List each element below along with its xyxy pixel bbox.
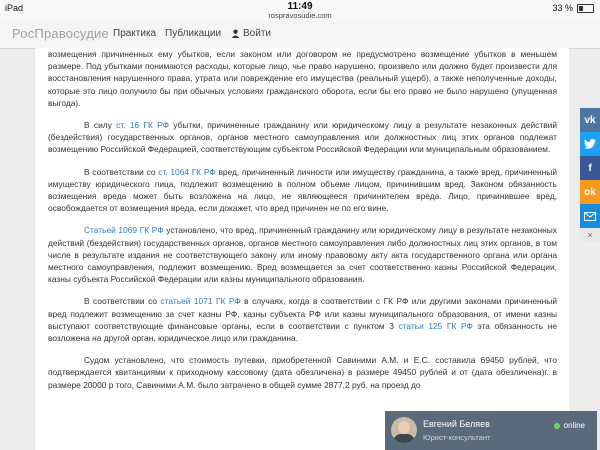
- social-share-bar: [580, 108, 600, 242]
- article-body: [35, 48, 569, 391]
- address-bar[interactable]: rospravosudie.com: [268, 11, 332, 20]
- twitter-share-button[interactable]: [580, 132, 600, 156]
- battery-area: [552, 3, 594, 13]
- odnoklassniki-icon: ok: [584, 186, 596, 198]
- clock: 11:49: [287, 1, 313, 12]
- paragraph-2: В силу ст. 16 ГК РФ убытки, причиненные гражданину или юридическому лицу в результате незаконных действий (бездействия) государственных органов, органов местного самоуправления или должностных лиц этих органов подлежат возмещению Российской Федерацией, соответствующим субъектом Российской Федерации или муниципальным образованием.: [48, 120, 557, 155]
- online-status: [554, 421, 585, 430]
- consultant-name: Евгений Беляев: [423, 419, 490, 429]
- paragraph-6: Судом установлено, что стоимость путевки, приобретенной Савиними А.М. и Е.С. составила 69450 рублей, что подтверждается квитанциями к приходному кассовому (дата обезличена) в размере 49450 рублей и от (дата обезличена)г. в размере 20000 р того, Савиними А.М. было затрачено в общей сумме 2877,2 руб. на проезд до: [48, 355, 557, 390]
- link-art-1069[interactable]: Статьей 1069 ГК РФ: [84, 225, 164, 236]
- nav-login[interactable]: [231, 28, 271, 39]
- article-container: [35, 48, 569, 450]
- facebook-icon: f: [588, 162, 592, 174]
- consultant-role: Юрист-консультант: [423, 433, 491, 442]
- vk-share-button[interactable]: [580, 108, 600, 132]
- site-navbar: [0, 20, 600, 49]
- device-label: iPad: [5, 3, 24, 13]
- paragraph-5: В соответствии со статьей 1071 ГК РФ в случаях, когда в соответствии с ГК РФ или другими законами причиненный вред подлежит возмещению за счет казны РФ, казны субъекта РФ или казны муниципального образования, от имени казны выступают соответствующие финансовые органы, если в соответствии с пунктом 3 статьи 125 ГК РФ эта обязанность не возложена на другой орган, юридическое лицо или гражданина.: [48, 296, 557, 344]
- paragraph-1: возмещения причиненных ему убытков, если законом или договором не предусмотрено возмещение убытков в меньшем размере. Под убытками понимаются расходы, которые лицо, чье право нарушено, произвело или должно будет произвести для восстановления нарушенного права, утрата или повреждение его имущества (реальный ущерб), а также неполученные доходы, которые это лицо получило бы при обычных условиях гражданского оборота, если бы его право не было нарушено (упущенная выгода).: [48, 49, 557, 108]
- nav-publications[interactable]: Публикации: [165, 28, 222, 39]
- user-icon: [231, 29, 240, 38]
- email-share-button[interactable]: [580, 204, 600, 228]
- site-logo[interactable]: РосПравосудие: [12, 26, 109, 41]
- online-status-label: online: [563, 421, 585, 430]
- close-icon: ×: [587, 230, 593, 240]
- envelope-icon: [584, 212, 596, 221]
- facebook-share-button[interactable]: [580, 156, 600, 180]
- nav-practice[interactable]: Практика: [113, 28, 157, 39]
- nav-login-label: Войти: [243, 28, 271, 39]
- status-bar: [0, 0, 600, 20]
- link-art-1071[interactable]: статьей 1071 ГК РФ: [160, 296, 241, 307]
- paragraph-4: Статьей 1069 ГК РФ установлено, что вред, причиненный гражданину или юридическому лицу в результате незаконных действий (бездействия) государственных органов, органов местного самоуправления либо должностных лиц этих органов, в том числе в результате издания не соответствующего закону или иному правовому акту акта государственного органа или органа местного самоуправления, подлежит возмещению. Вред возмещается за счет соответственно казны Российской Федерации, казны субъекта Российской Федерации или казны муниципального образования.: [48, 225, 557, 285]
- battery-icon: [577, 4, 594, 13]
- twitter-bird-icon: [584, 139, 596, 149]
- consultant-avatar: [391, 417, 417, 443]
- close-share-bar-button[interactable]: [580, 228, 600, 242]
- link-art-16[interactable]: ст. 16 ГК РФ: [116, 120, 170, 131]
- battery-percent: 33 %: [552, 3, 573, 13]
- online-dot-icon: [554, 423, 560, 429]
- consultant-chat-widget[interactable]: [385, 411, 597, 450]
- vk-icon: vk: [584, 114, 596, 126]
- paragraph-3: В соответствии со ст. 1064 ГК РФ вред, причиненный личности или имуществу гражданина, а также вред, причиненный имуществу юридического лица, подлежит возмещению в полном объеме лицом, причинившим вред. Законом обязанность возмещения вреда может быть возложена на лицо, не являющееся причинителем вреда. Лицо, причинившее вред, освобождается от возмещения вреда, если докажет, что вред причинен не по его вине.: [48, 166, 558, 214]
- odnoklassniki-share-button[interactable]: [580, 180, 600, 204]
- link-art-125[interactable]: статьи 125 ГК РФ: [398, 320, 473, 331]
- link-art-1064[interactable]: ст. 1064 ГК РФ: [158, 166, 216, 177]
